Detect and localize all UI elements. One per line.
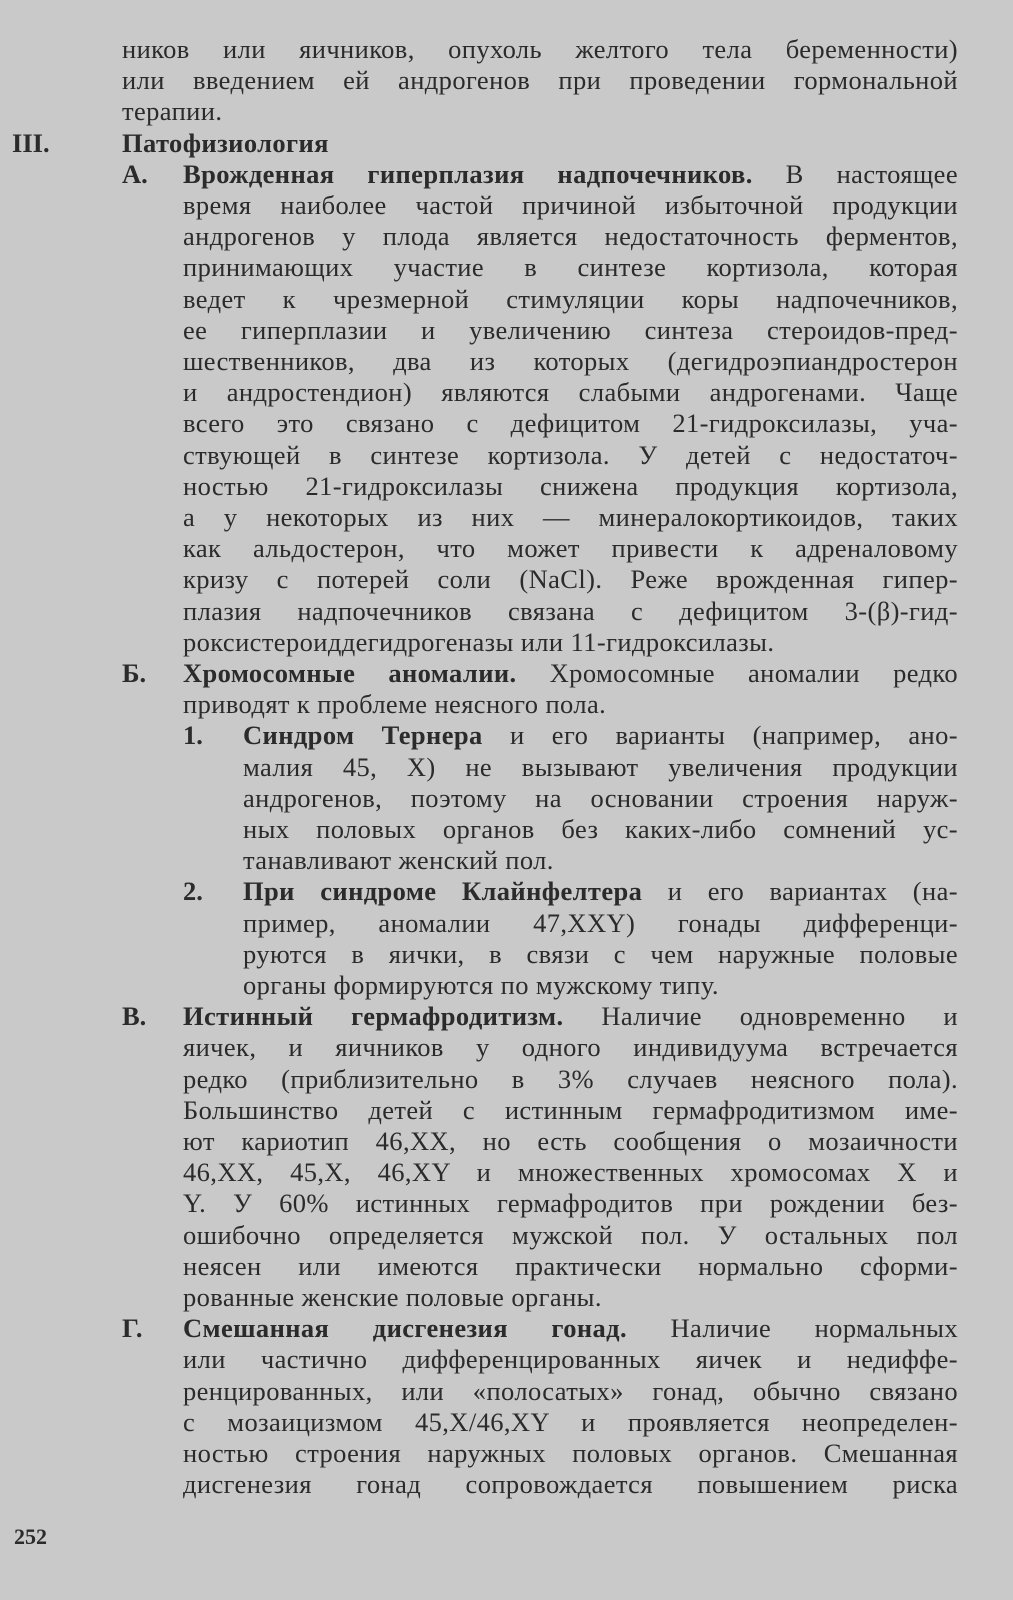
item-first-line-text: Хромосомные аномалии редко [516,658,959,688]
item-line: малия 45, X) не вызывают увеличения продукции [243,751,958,782]
intro-line: ников или яичников, опухоль желтого тела беременности) [122,34,958,64]
item-line: рованные женские половые органы. [183,1282,602,1312]
item-line: время наиболее частой причиной избыточной продукции [183,190,958,220]
item-line: ностью 21-гидроксилазы снижена продукция кортизола, [183,470,958,501]
item-line: шественников, два из которых (дегидроэпиандростерон [183,346,958,376]
intro-line: или введением ей андрогенов при проведении гормональной [122,65,958,96]
section-number: III. [12,127,50,158]
item-marker: 2. [183,876,203,907]
item-first-line-text: и его вариантах (на- [642,876,958,907]
item-line: дисгенезия гонад сопровождается повышением риска [183,1469,958,1500]
item-first-line-heading: При синдроме Клайнфелтера [243,876,643,907]
item-line: 46,XX, 45,X, 46,XY и множественных хромосомах X и [183,1157,958,1188]
item-line: Y. У 60% истинных гермафродитов при рождении без- [183,1188,958,1219]
item-line: ее гиперплазии и увеличению синтеза стероидов-пред- [183,314,958,345]
item-first-line [183,1001,958,1032]
item-line: ренцированных, или «полосатых» гонад, обычно связано [183,1375,958,1406]
item-line: танавливают женский пол. [243,845,554,876]
item-line: ствующей в синтезе кортизола. У детей с недостаточ- [183,439,958,470]
item-line: ностью строения наружных половых органов. Смешанная [183,1438,958,1468]
item-marker: Г. [122,1313,143,1344]
item-line: органы формируются по мужскому типу. [243,970,719,1000]
item-line: а у некоторых из них — минералокортикоидов, таких [183,502,958,532]
item-line: пример, аномалии 47,XXY) гонады дифференци- [243,907,958,938]
item-marker: А. [122,158,148,189]
page-number: 252 [14,1524,47,1549]
item-line: ведет к чрезмерной стимуляции коры надпочечников, [183,283,958,314]
item-first-line-text: и его варианты (например, ано- [482,720,958,751]
item-line: редко (приблизительно в 3% случаев неясного пола). [183,1063,958,1094]
item-first-line [183,159,958,190]
item-line: ошибочно определяется мужской пол. У остальных пол [183,1219,958,1250]
item-first-line-heading: Хромосомные аномалии. [183,658,517,688]
item-first-line-text: В настоящее [752,158,958,189]
item-line: плазия надпочечников связана с дефицитом 3-(β)-гид- [183,595,958,626]
item-first-line [243,720,958,751]
item-first-line-heading: Врожденная гиперплазия надпочечников. [183,158,753,189]
item-line: андрогенов, поэтому на основании строения наруж- [243,782,958,813]
item-line: руются в яички, в связи с чем наружные половые [243,938,958,969]
item-line: неясен или имеются практически нормально сформи- [183,1250,958,1281]
item-first-line-heading: Истинный гермафродитизм. [183,1001,564,1032]
section-title: Патофизиология [122,127,329,158]
item-first-line-heading: Смешанная дисгенезия гонад. [183,1313,628,1344]
item-line: андрогенов у плода является недостаточность ферментов, [183,221,958,252]
item-marker: Б. [122,658,147,688]
item-line: ют кариотип 46,XX, но есть сообщения о мозаичности [183,1126,958,1156]
item-first-line [183,658,958,689]
item-first-line [243,876,958,907]
item-line: с мозаицизмом 45,X/46,XY и проявляется неопределен- [183,1406,958,1437]
item-line: ных половых органов без каких-либо сомнений ус- [243,814,958,844]
item-line: и андростендион) являются слабыми андрогенами. Чаще [183,377,958,408]
item-line: кризу с потерей соли (NaCl). Реже врожденная гипер- [183,564,958,595]
item-line: яичек, и яичников у одного индивидуума встречается [183,1032,958,1063]
item-first-line-heading: Синдром Тернера [243,720,483,751]
item-line: как альдостерон, что может привести к адреналовому [183,533,958,564]
item-line: или частично дифференцированных яичек и недиффе- [183,1344,958,1375]
item-first-line [183,1313,958,1344]
item-line: Большинство детей с истинным гермафродитизмом име- [183,1094,958,1125]
intro-line: терапии. [122,96,223,127]
item-marker: В. [122,1001,147,1032]
item-line: всего это связано с дефицитом 21-гидроксилазы, уча- [183,408,958,439]
item-line: роксистероиддегидрогеназы или 11-гидроксилазы. [183,626,775,657]
item-line: приводят к проблеме неясного пола. [183,689,607,720]
item-first-line-text: Наличие одновременно и [563,1001,958,1032]
item-marker: 1. [183,720,203,751]
item-line: принимающих участие в синтезе кортизола, которая [183,252,958,283]
item-first-line-text: Наличие нормальных [627,1313,958,1344]
